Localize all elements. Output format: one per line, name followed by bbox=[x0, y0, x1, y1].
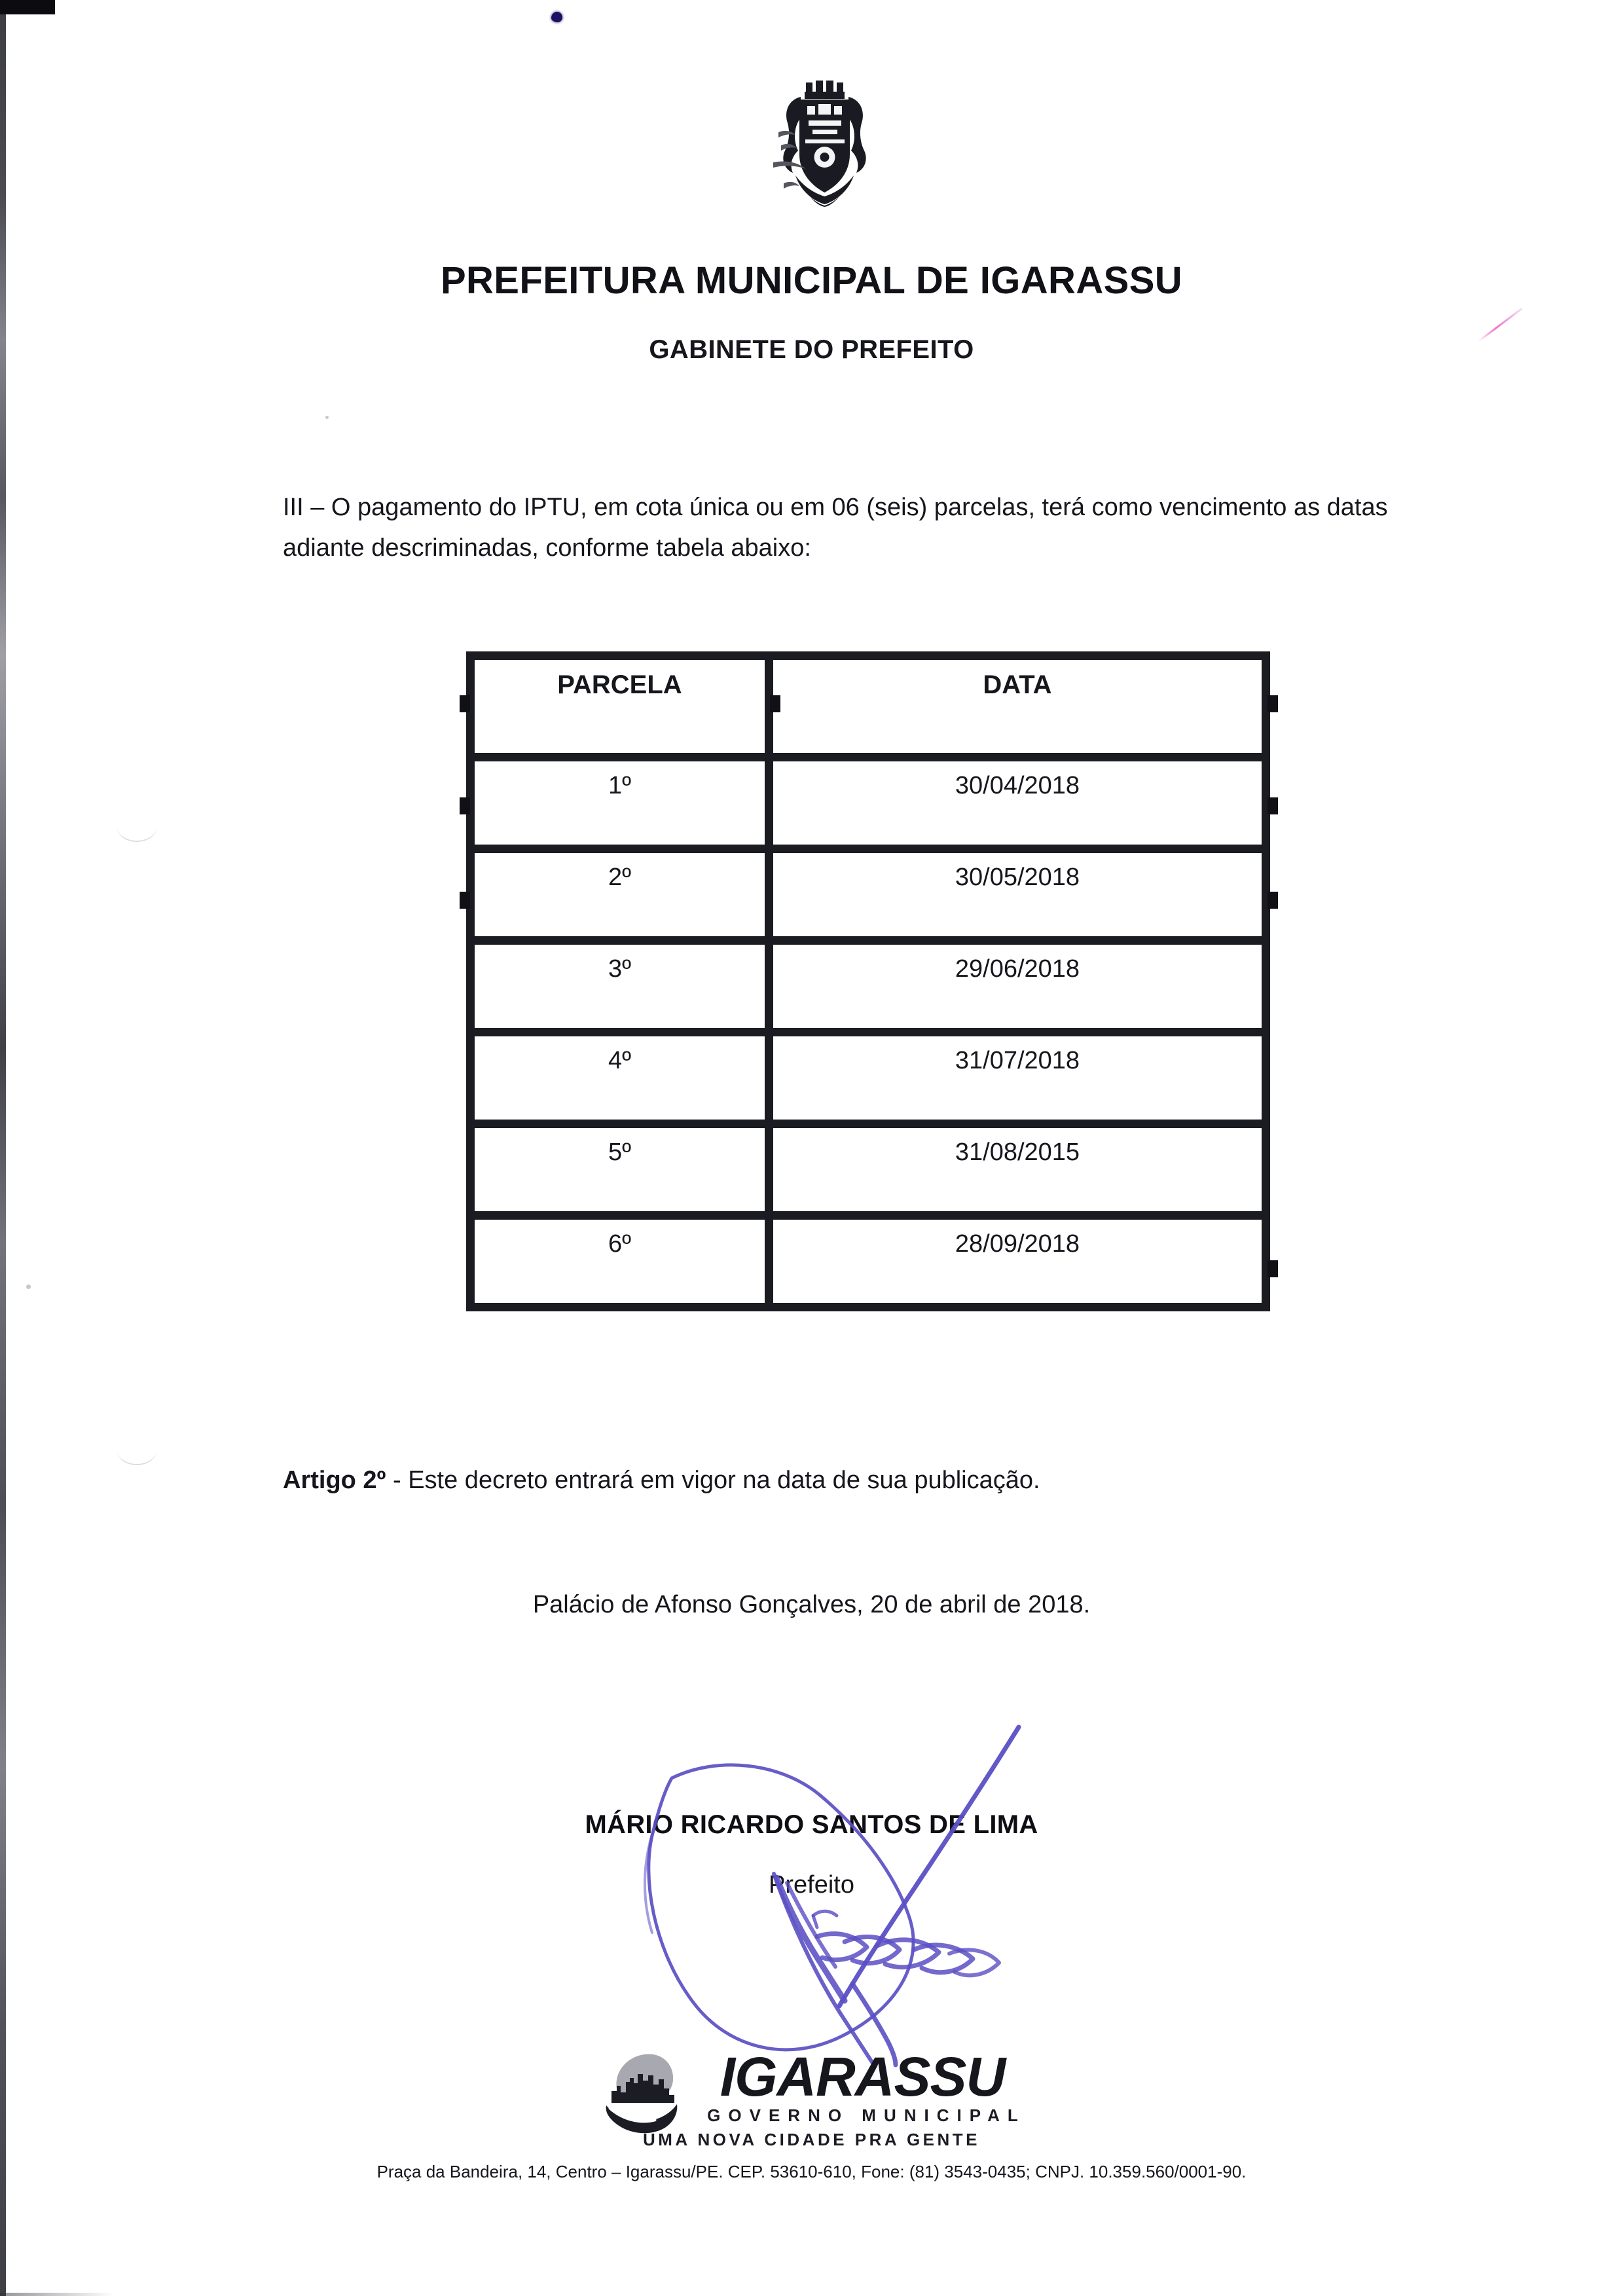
table-row bbox=[471, 1124, 1266, 1216]
cell-parcela: 2º bbox=[471, 849, 769, 941]
logo-slogan: UMA NOVA CIDADE PRA GENTE bbox=[642, 2130, 981, 2149]
artigo-2-label: Artigo 2º bbox=[283, 1467, 386, 1494]
igarassu-emblem-icon bbox=[597, 2043, 689, 2134]
logo-government-label: GOVERNO MUNICIPAL bbox=[707, 2105, 1026, 2126]
cell-parcela: 4º bbox=[471, 1032, 769, 1124]
column-header-data: DATA bbox=[769, 656, 1266, 757]
table-edge-artifact bbox=[1267, 1260, 1278, 1277]
coat-of-arms-icon bbox=[769, 77, 881, 208]
pencil-mark bbox=[117, 811, 157, 842]
organization-subtitle: GABINETE DO PREFEITO bbox=[649, 335, 974, 364]
artigo-2-paragraph bbox=[283, 1467, 1435, 1495]
scan-corner-artifact bbox=[0, 0, 55, 14]
scan-bottom-artifact bbox=[0, 2293, 1623, 2296]
table-edge-artifact bbox=[1267, 695, 1278, 712]
clause-iii-paragraph: III – O pagamento do IPTU, em cota única ou em 06 (seis) parcelas, terá como vencimento as datas adiante descriminadas, conforme tabela abaixo: bbox=[283, 494, 1388, 562]
igarassu-logo bbox=[0, 2043, 1623, 2134]
table-row bbox=[471, 757, 1266, 849]
column-header-parcela: PARCELA bbox=[471, 656, 769, 757]
table-edge-artifact bbox=[1267, 797, 1278, 814]
ink-blot-mark bbox=[551, 12, 562, 22]
table-edge-artifact bbox=[770, 695, 780, 712]
cell-data: 31/08/2015 bbox=[769, 1124, 1266, 1216]
cell-data: 29/06/2018 bbox=[769, 941, 1266, 1032]
installments-table bbox=[466, 651, 1270, 1311]
table-row bbox=[471, 1216, 1266, 1307]
footer-address: Praça da Bandeira, 14, Centro – Igarassu/PE. CEP. 53610-610, Fone: (81) 3543-0435; CNPJ. 10.359.560/0001-90. bbox=[376, 2162, 1247, 2181]
table-edge-artifact bbox=[1267, 892, 1278, 909]
cell-data: 31/07/2018 bbox=[769, 1032, 1266, 1124]
table-row bbox=[471, 849, 1266, 941]
table-row bbox=[471, 941, 1266, 1032]
signatory-name: MÁRIO RICARDO SANTOS DE LIMA bbox=[585, 1810, 1038, 1839]
scan-speck bbox=[26, 1285, 31, 1289]
cell-parcela: 3º bbox=[471, 941, 769, 1032]
table-edge-artifact bbox=[460, 695, 470, 712]
scan-speck bbox=[325, 416, 329, 419]
cell-data: 30/05/2018 bbox=[769, 849, 1266, 941]
cell-data: 28/09/2018 bbox=[769, 1216, 1266, 1307]
pencil-mark bbox=[117, 1434, 157, 1465]
cell-data: 30/04/2018 bbox=[769, 757, 1266, 849]
table-edge-artifact bbox=[460, 797, 470, 814]
cell-parcela: 6º bbox=[471, 1216, 769, 1307]
logo-wordmark: IGARASSU bbox=[720, 2045, 1006, 2107]
table-edge-artifact bbox=[460, 892, 470, 909]
cell-parcela: 1º bbox=[471, 757, 769, 849]
signatory-role: Prefeito bbox=[769, 1871, 854, 1899]
organization-title: PREFEITURA MUNICIPAL DE IGARASSU bbox=[440, 259, 1183, 302]
cell-parcela: 5º bbox=[471, 1124, 769, 1216]
place-and-date: Palácio de Afonso Gonçalves, 20 de abril de 2018. bbox=[532, 1591, 1091, 1618]
table-row bbox=[471, 1032, 1266, 1124]
table-header-row bbox=[471, 656, 1266, 757]
artigo-2-text: - Este decreto entrará em vigor na data de sua publicação. bbox=[393, 1467, 1040, 1494]
